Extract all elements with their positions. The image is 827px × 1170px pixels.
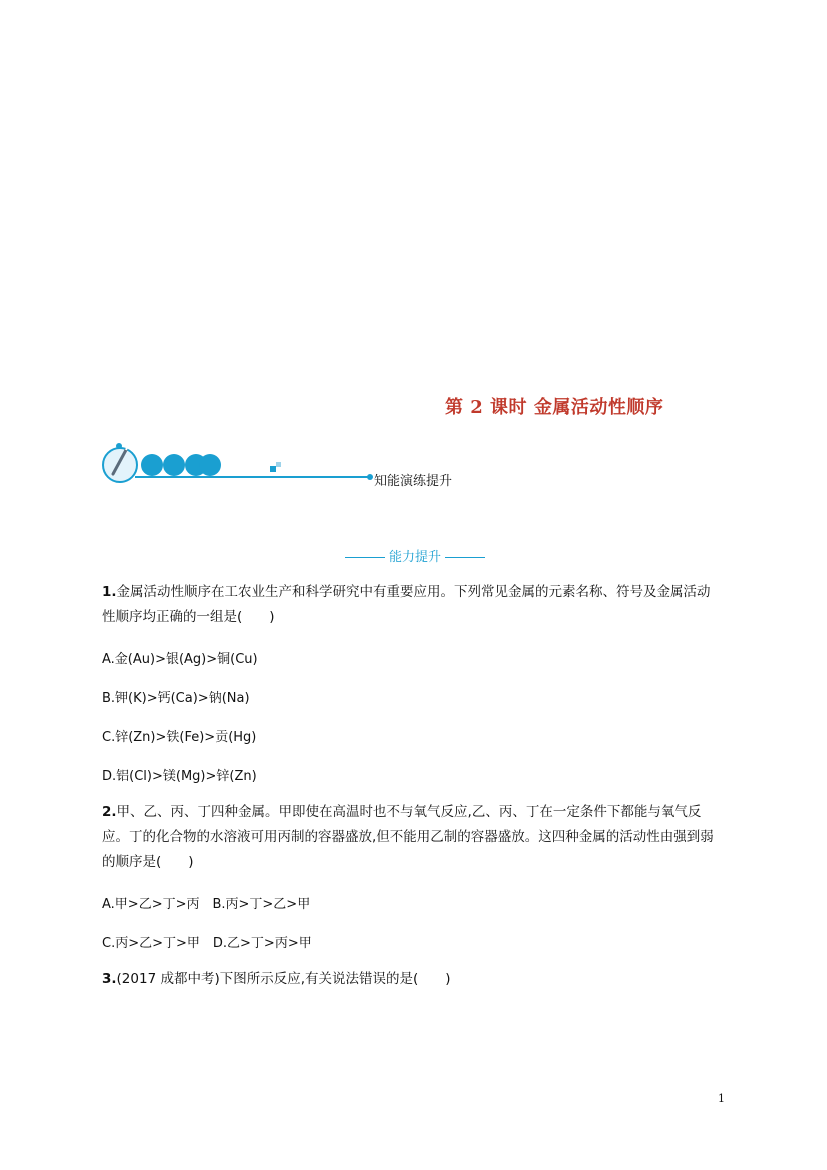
question-number: 3. — [102, 971, 117, 987]
option-item: B.钾(K)>钙(Ca)>钠(Na) — [102, 691, 250, 706]
banner-dot — [141, 454, 163, 476]
option-item: D.铝(Cl)>镁(Mg)>锌(Zn) — [102, 769, 257, 784]
question-1 — [102, 580, 722, 630]
question-text: 金属活动性顺序在工农业生产和科学研究中有重要应用。下列常见金属的元素名称、符号及金属活动性顺序均正确的一组是( ) — [102, 584, 711, 625]
section-heading — [345, 546, 485, 565]
section-heading-label: 能力提升 — [389, 550, 442, 565]
option-item: C.丙>乙>丁>甲 D.乙>丁>丙>甲 — [102, 936, 312, 951]
option-item: C.锌(Zn)>铁(Fe)>贡(Hg) — [102, 730, 257, 745]
banner-dot — [199, 454, 221, 476]
question-2 — [102, 800, 722, 875]
banner-dot — [163, 454, 185, 476]
question-number: 2. — [102, 804, 117, 820]
question-text: (2017 成都中考)下图所示反应,有关说法错误的是( ) — [116, 971, 451, 987]
banner-badge — [103, 448, 137, 482]
question-text: 甲、乙、丙、丁四种金属。甲即使在高温时也不与氧气反应,乙、丙、丁在一定条件下都能与氧气反应。丁的化合物的水溶液可用丙制的容器盛放,但不能用乙制的容器盛放。这四种金属的活动性由强到弱的顺序是( ) — [102, 804, 714, 870]
option-item: A.甲>乙>丁>丙 B.丙>丁>乙>甲 — [102, 897, 311, 912]
question-number: 1. — [102, 584, 117, 600]
banner-label: 知能演练提升 — [374, 474, 453, 489]
option-item: A.金(Au)>银(Ag)>铜(Cu) — [102, 652, 258, 667]
page-number: 1 — [718, 1092, 725, 1105]
page-title: 第 2 课时 金属活动性顺序 — [445, 397, 664, 418]
question-3 — [102, 967, 722, 992]
